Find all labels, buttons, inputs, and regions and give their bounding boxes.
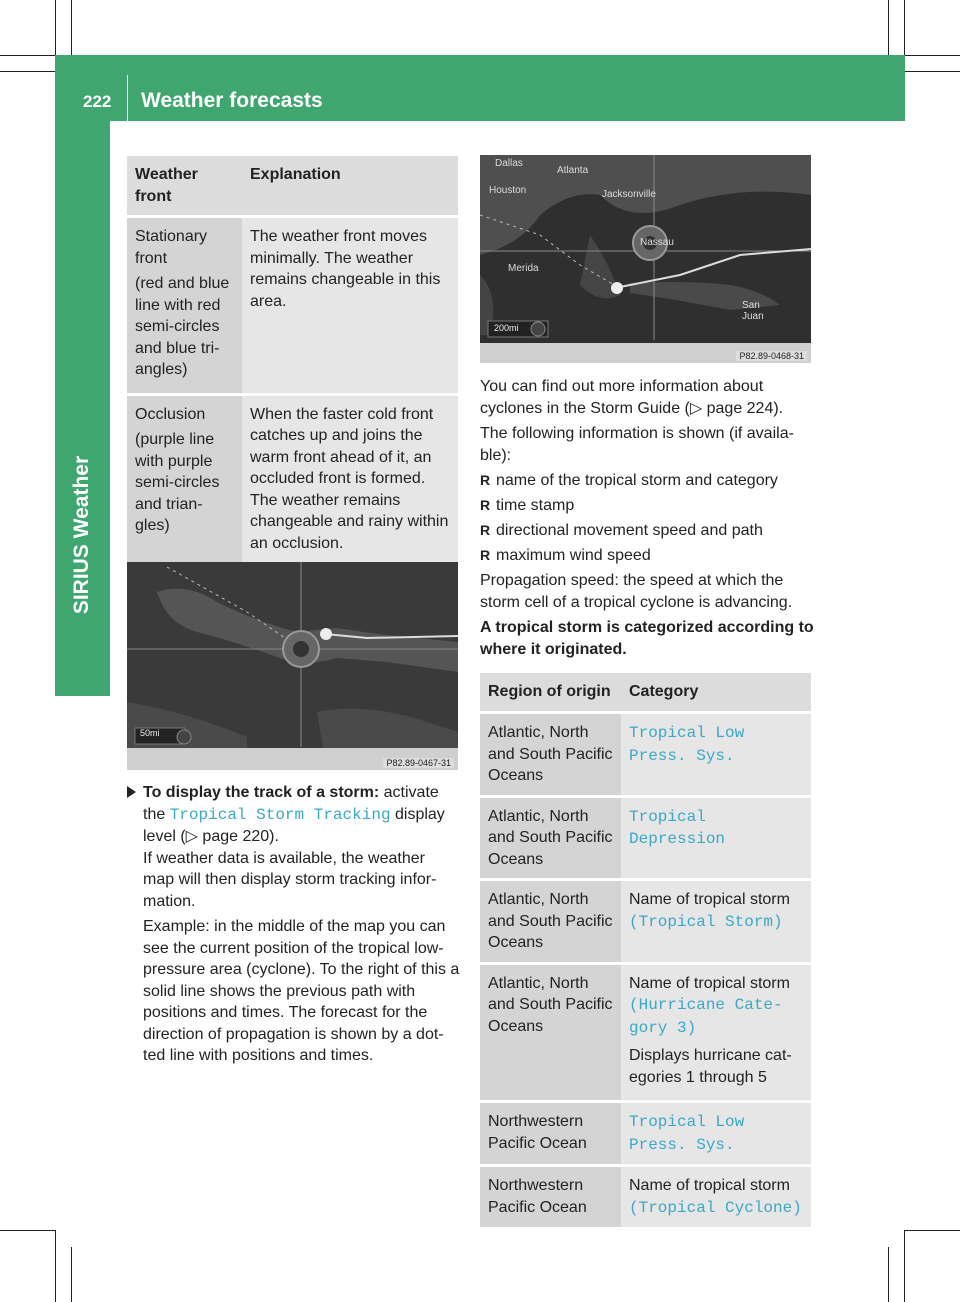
category-code: (Tropical Cyclone) [629,1198,802,1217]
table-row [480,796,811,880]
map-label: Merida [508,263,539,274]
table-header-cell: Region of origin [480,672,621,713]
step-lead: To display the track of a storm: [143,784,380,801]
map-label: Houston [489,185,527,196]
front-explanation: The weather front moves minimally. The weather remains changeable in this area. [242,217,458,395]
category-code: (Tropical Storm) [629,912,783,931]
storm-category-table [480,670,811,1227]
weather-front-table [127,153,458,562]
step-arrow-icon [127,786,136,798]
crop-mark [0,71,55,72]
front-detail: (red and blue line with red semi-circles and blue tri-angles) [135,275,230,378]
map-scale: 200mi [494,323,519,333]
category-text: Name of tropical storm [629,974,790,992]
map-scale: 50mi [140,728,160,738]
crop-mark [904,1230,905,1302]
storm-map-image [480,155,811,363]
paragraph: You can find out more information about cyclones in the Storm Guide (▷ page 224). [480,378,784,417]
crop-mark [888,0,889,55]
crop-mark [905,1230,960,1231]
storm-map-graphic [127,562,458,770]
table-row [127,394,458,562]
region-cell: Atlantic, North and South Pacific Oceans [480,963,621,1102]
crop-mark [71,0,72,55]
crop-mark [55,1230,56,1302]
side-tab-label: SIRIUS Weather [70,455,93,615]
table-header-cell: Weather front [127,155,242,217]
category-code: Tropical Depression [629,807,726,848]
map-label: Atlanta [557,165,589,176]
table-row [480,880,811,964]
page-title: Weather forecasts [141,89,323,112]
region-cell: Atlantic, North and South Pacific Oceans [480,796,621,880]
table-row [127,217,458,395]
crop-mark [905,55,960,56]
header-divider [127,75,128,121]
table-row [480,1102,811,1166]
map-label: San Juan [742,300,764,322]
table-header-cell: Explanation [242,155,458,217]
table-row [480,713,811,797]
example-paragraph: Example: in the middle of the map you can see the current position of the tropical low-pressure area (cyclone). To the right of this a solid line shows the previous path with positions and times. The forecast for the direction of propagation is shown by a dot-ted line with positions and times. [143,918,460,1064]
list-item: R directional movement speed and path [480,520,814,542]
image-code: P82.89-0467-31 [383,758,454,768]
storm-map-image [127,562,458,770]
category-code: (Hurricane Cate-gory 3) [629,996,783,1037]
front-name: Occlusion [135,405,206,423]
crop-mark [904,0,905,55]
table-row [480,1166,811,1228]
region-cell: Northwestern Pacific Ocean [480,1102,621,1166]
map-label: Nassau [640,237,674,248]
crop-mark [0,55,55,56]
paragraph: The following information is shown (if availa-ble): [480,425,794,464]
map-label: Jacksonville [602,189,656,200]
crop-mark [0,1230,55,1231]
table-row [480,963,811,1102]
storm-info-text [480,376,814,664]
front-name: Stationary front [135,228,208,267]
storm-map-graphic [480,155,811,363]
map-label: Dallas [495,158,523,169]
paragraph: Propagation speed: the speed at which the storm cell of a tropical cyclone is advancing. [480,572,793,611]
info-list [480,470,814,567]
front-detail: (purple line with purple semi-circles and trian-gles) [135,431,220,534]
crop-mark [905,71,960,72]
list-item: R name of the tropical storm and category [480,470,814,492]
category-code: Tropical Low Press. Sys. [629,724,745,765]
category-note: Displays hurricane cat-egories 1 through 5 [629,1047,792,1086]
display-level-name: Tropical Storm Tracking [169,805,391,824]
region-cell: Atlantic, North and South Pacific Oceans [480,880,621,964]
crop-mark [55,0,56,55]
instruction-step: To display the track of a storm: activate the Tropical Storm Tracking display level (▷ page 220). If weather data is available, the weather map will then display storm tracking infor-mation. Example: in the middle of the map you can see the current position of the tropical low-pressure area (cyclone). To the right of this a solid line shows the previous path with positions and times. The forecast for the direction of propagation is shown by a dot-ted line with positions and times. [127,782,460,1067]
region-cell: Atlantic, North and South Pacific Oceans [480,713,621,797]
crop-mark [71,1247,72,1302]
page-number: 222 [83,92,112,111]
table-header-cell: Category [621,672,811,713]
table-header-row [480,672,811,713]
list-item: R time stamp [480,495,814,517]
front-explanation: When the faster cold front catches up and joins the warm front ahead of it, an occluded front is formed. The weather remains changeable and rainy within an occlusion. [242,394,458,562]
paragraph-bold: A tropical storm is categorized according to where it originated. [480,619,814,658]
category-code: Tropical Low Press. Sys. [629,1113,745,1154]
category-text: Name of tropical storm [629,891,790,908]
category-text: Name of tropical storm [629,1177,790,1194]
image-code: P82.89-0468-31 [736,351,807,361]
list-item: R maximum wind speed [480,545,814,567]
storm-track-instructions [127,782,460,1071]
crop-mark [888,1247,889,1302]
table-header-row [127,155,458,217]
page-header [55,55,905,121]
region-cell: Northwestern Pacific Ocean [480,1166,621,1228]
